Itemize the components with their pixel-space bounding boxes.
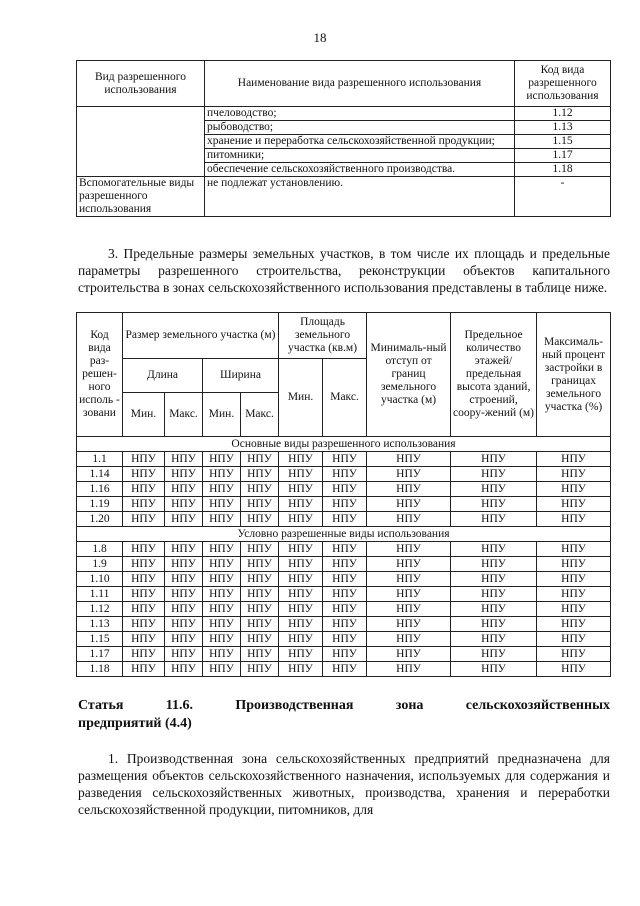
header-length: Длина <box>123 359 203 393</box>
value-cell: НПУ <box>367 572 451 587</box>
aux-name: не подлежат установлению. <box>205 177 515 217</box>
table-row <box>77 177 611 217</box>
value-cell: НПУ <box>367 557 451 572</box>
table-row <box>77 632 611 647</box>
value-cell: НПУ <box>323 482 367 497</box>
value-cell: НПУ <box>241 542 279 557</box>
value-cell: НПУ <box>451 482 537 497</box>
value-cell: НПУ <box>203 662 241 677</box>
value-cell: НПУ <box>203 482 241 497</box>
header-name: Наименование вида разрешенного использования <box>205 61 515 107</box>
value-cell: НПУ <box>241 602 279 617</box>
table-row <box>77 557 611 572</box>
value-cell: НПУ <box>451 557 537 572</box>
value-cell: НПУ <box>537 647 611 662</box>
value-cell: НПУ <box>241 452 279 467</box>
aux-kind: Вспомогательные виды разрешенного использования <box>77 177 205 217</box>
value-cell: НПУ <box>165 557 203 572</box>
value-cell: НПУ <box>537 467 611 482</box>
table-row <box>77 497 611 512</box>
row-code: 1.15 <box>77 632 123 647</box>
value-cell: НПУ <box>123 512 165 527</box>
row-code: 1.12 <box>77 602 123 617</box>
value-cell: НПУ <box>123 557 165 572</box>
value-cell: НПУ <box>241 587 279 602</box>
value-cell: НПУ <box>323 542 367 557</box>
value-cell: НПУ <box>367 617 451 632</box>
value-cell: НПУ <box>241 482 279 497</box>
header-width: Ширина <box>203 359 279 393</box>
value-cell: НПУ <box>323 632 367 647</box>
value-cell: НПУ <box>165 632 203 647</box>
table-row <box>77 107 611 121</box>
value-cell: НПУ <box>203 632 241 647</box>
value-cell: НПУ <box>323 497 367 512</box>
value-cell: НПУ <box>537 557 611 572</box>
value-cell: НПУ <box>537 512 611 527</box>
row-code: 1.18 <box>77 662 123 677</box>
aux-code: - <box>515 177 611 217</box>
use-code: 1.12 <box>515 107 611 121</box>
value-cell: НПУ <box>367 497 451 512</box>
value-cell: НПУ <box>165 587 203 602</box>
table-row <box>77 602 611 617</box>
value-cell: НПУ <box>203 647 241 662</box>
row-code: 1.11 <box>77 587 123 602</box>
value-cell: НПУ <box>367 602 451 617</box>
table-row <box>77 452 611 467</box>
value-cell: НПУ <box>323 662 367 677</box>
paragraph-3: 3. Предельные размеры земельных участков, в том числе их площадь и предельные параметры разрешенного строительства, реконструкции объектов капитального строительства в зонах сельскохозяйственного использования представлены в таблице ниже. <box>78 246 610 295</box>
value-cell: НПУ <box>323 602 367 617</box>
value-cell: НПУ <box>165 512 203 527</box>
value-cell: НПУ <box>451 632 537 647</box>
value-cell: НПУ <box>323 512 367 527</box>
value-cell: НПУ <box>165 647 203 662</box>
value-cell: НПУ <box>203 542 241 557</box>
value-cell: НПУ <box>279 467 323 482</box>
value-cell: НПУ <box>537 452 611 467</box>
header-coverage: Максималь-ный процент застройки в границах земельного участка (%) <box>537 313 611 437</box>
use-code: 1.18 <box>515 163 611 177</box>
table-row <box>77 647 611 662</box>
table-row <box>77 542 611 557</box>
value-cell: НПУ <box>123 542 165 557</box>
use-code: 1.17 <box>515 149 611 163</box>
value-cell: НПУ <box>123 662 165 677</box>
row-code: 1.13 <box>77 617 123 632</box>
row-code: 1.20 <box>77 512 123 527</box>
value-cell: НПУ <box>451 467 537 482</box>
value-cell: НПУ <box>279 512 323 527</box>
value-cell: НПУ <box>241 572 279 587</box>
value-cell: НПУ <box>165 542 203 557</box>
value-cell: НПУ <box>241 632 279 647</box>
value-cell: НПУ <box>165 467 203 482</box>
table-row <box>77 467 611 482</box>
header-length-max: Макс. <box>165 393 203 437</box>
header-code: Код вида раз-решен-ного исполь - зовани <box>77 313 123 437</box>
table-row <box>77 512 611 527</box>
section-main-uses <box>77 437 611 452</box>
value-cell: НПУ <box>279 572 323 587</box>
value-cell: НПУ <box>279 662 323 677</box>
value-cell: НПУ <box>279 647 323 662</box>
value-cell: НПУ <box>451 662 537 677</box>
value-cell: НПУ <box>165 662 203 677</box>
value-cell: НПУ <box>537 497 611 512</box>
permitted-uses-table <box>76 60 611 217</box>
value-cell: НПУ <box>203 452 241 467</box>
value-cell: НПУ <box>451 452 537 467</box>
value-cell: НПУ <box>537 542 611 557</box>
value-cell: НПУ <box>203 587 241 602</box>
value-cell: НПУ <box>123 467 165 482</box>
value-cell: НПУ <box>451 647 537 662</box>
row-code: 1.17 <box>77 647 123 662</box>
value-cell: НПУ <box>323 452 367 467</box>
value-cell: НПУ <box>241 662 279 677</box>
value-cell: НПУ <box>203 617 241 632</box>
value-cell: НПУ <box>203 572 241 587</box>
table-row <box>77 572 611 587</box>
value-cell: НПУ <box>367 482 451 497</box>
header-floors: Предельное количество этажей/ предельная высота зданий, строений, соору-жений (м) <box>451 313 537 437</box>
use-code: 1.13 <box>515 121 611 135</box>
value-cell: НПУ <box>367 647 451 662</box>
value-cell: НПУ <box>123 497 165 512</box>
value-cell: НПУ <box>123 647 165 662</box>
article-title-2: предприятий (4.4) <box>78 716 192 731</box>
value-cell: НПУ <box>451 497 537 512</box>
value-cell: НПУ <box>123 572 165 587</box>
value-cell: НПУ <box>537 617 611 632</box>
value-cell: НПУ <box>279 632 323 647</box>
use-name: хранение и переработка сельскохозяйственной продукции; <box>205 135 515 149</box>
value-cell: НПУ <box>279 587 323 602</box>
limits-table <box>76 312 611 677</box>
header-length-min: Мин. <box>123 393 165 437</box>
header-width-max: Макс. <box>241 393 279 437</box>
value-cell: НПУ <box>537 572 611 587</box>
value-cell: НПУ <box>279 557 323 572</box>
value-cell: НПУ <box>165 497 203 512</box>
value-cell: НПУ <box>241 617 279 632</box>
use-code: 1.15 <box>515 135 611 149</box>
value-cell: НПУ <box>241 647 279 662</box>
value-cell: НПУ <box>123 587 165 602</box>
value-cell: НПУ <box>367 467 451 482</box>
value-cell: НПУ <box>537 632 611 647</box>
value-cell: НПУ <box>279 452 323 467</box>
header-area: Площадь земельного участка (кв.м) <box>279 313 367 359</box>
header-size: Размер земельного участка (м) <box>123 313 279 359</box>
value-cell: НПУ <box>537 482 611 497</box>
value-cell: НПУ <box>165 617 203 632</box>
value-cell: НПУ <box>279 617 323 632</box>
value-cell: НПУ <box>367 542 451 557</box>
table-row <box>77 587 611 602</box>
section-conditional-uses-label: Условно разрешенные виды использования <box>77 527 611 542</box>
value-cell: НПУ <box>451 572 537 587</box>
value-cell: НПУ <box>367 632 451 647</box>
value-cell: НПУ <box>203 512 241 527</box>
value-cell: НПУ <box>451 587 537 602</box>
row-code: 1.10 <box>77 572 123 587</box>
value-cell: НПУ <box>367 512 451 527</box>
value-cell: НПУ <box>451 617 537 632</box>
value-cell: НПУ <box>451 512 537 527</box>
value-cell: НПУ <box>123 632 165 647</box>
value-cell: НПУ <box>323 557 367 572</box>
value-cell: НПУ <box>451 542 537 557</box>
row-code: 1.1 <box>77 452 123 467</box>
header-width-min: Мин. <box>203 393 241 437</box>
use-name: обеспечение сельскохозяйственного производства. <box>205 163 515 177</box>
value-cell: НПУ <box>241 497 279 512</box>
value-cell: НПУ <box>123 482 165 497</box>
value-cell: НПУ <box>165 452 203 467</box>
empty-kind-cell <box>77 107 205 177</box>
value-cell: НПУ <box>537 602 611 617</box>
table-row <box>77 617 611 632</box>
table-header-row <box>77 61 611 107</box>
header-setback: Минималь-ный отступ от границ земельного участка (м) <box>367 313 451 437</box>
value-cell: НПУ <box>241 512 279 527</box>
table-row <box>77 482 611 497</box>
header-code: Код вида разрешенного использования <box>515 61 611 107</box>
row-code: 1.19 <box>77 497 123 512</box>
page-number: 18 <box>313 30 327 45</box>
header-area-max: Макс. <box>323 359 367 437</box>
value-cell: НПУ <box>367 452 451 467</box>
value-cell: НПУ <box>323 587 367 602</box>
value-cell: НПУ <box>323 617 367 632</box>
table-row <box>77 662 611 677</box>
paragraph-1: 1. Производственная зона сельскохозяйственных предприятий предназначена для размещения объектов сельскохозяйственного назначения, используемых для содержания и разведения сельскохозяйственных животных, производства, хранения и переработки сельскохозяйственной продукции, питомников, для <box>78 751 610 817</box>
value-cell: НПУ <box>279 602 323 617</box>
section-main-uses-label: Основные виды разрешенного использования <box>77 437 611 452</box>
value-cell: НПУ <box>165 602 203 617</box>
value-cell: НПУ <box>451 602 537 617</box>
value-cell: НПУ <box>123 452 165 467</box>
value-cell: НПУ <box>203 602 241 617</box>
value-cell: НПУ <box>537 662 611 677</box>
value-cell: НПУ <box>323 647 367 662</box>
header-area-min: Мин. <box>279 359 323 437</box>
article-title: Статья 11.6. Производственная зона сельскохозяйственных <box>78 698 610 713</box>
value-cell: НПУ <box>165 482 203 497</box>
value-cell: НПУ <box>241 467 279 482</box>
row-code: 1.9 <box>77 557 123 572</box>
use-name: питомники; <box>205 149 515 163</box>
value-cell: НПУ <box>279 497 323 512</box>
value-cell: НПУ <box>123 617 165 632</box>
use-name: пчеловодство; <box>205 107 515 121</box>
value-cell: НПУ <box>279 482 323 497</box>
value-cell: НПУ <box>323 572 367 587</box>
value-cell: НПУ <box>203 497 241 512</box>
header-kind: Вид разрешенного использования <box>77 61 205 107</box>
value-cell: НПУ <box>279 542 323 557</box>
use-name: рыбоводство; <box>205 121 515 135</box>
section-conditional-uses <box>77 527 611 542</box>
value-cell: НПУ <box>203 467 241 482</box>
value-cell: НПУ <box>203 557 241 572</box>
row-code: 1.8 <box>77 542 123 557</box>
value-cell: НПУ <box>123 602 165 617</box>
value-cell: НПУ <box>367 587 451 602</box>
value-cell: НПУ <box>323 467 367 482</box>
value-cell: НПУ <box>241 557 279 572</box>
value-cell: НПУ <box>537 587 611 602</box>
value-cell: НПУ <box>367 662 451 677</box>
row-code: 1.14 <box>77 467 123 482</box>
row-code: 1.16 <box>77 482 123 497</box>
value-cell: НПУ <box>165 572 203 587</box>
